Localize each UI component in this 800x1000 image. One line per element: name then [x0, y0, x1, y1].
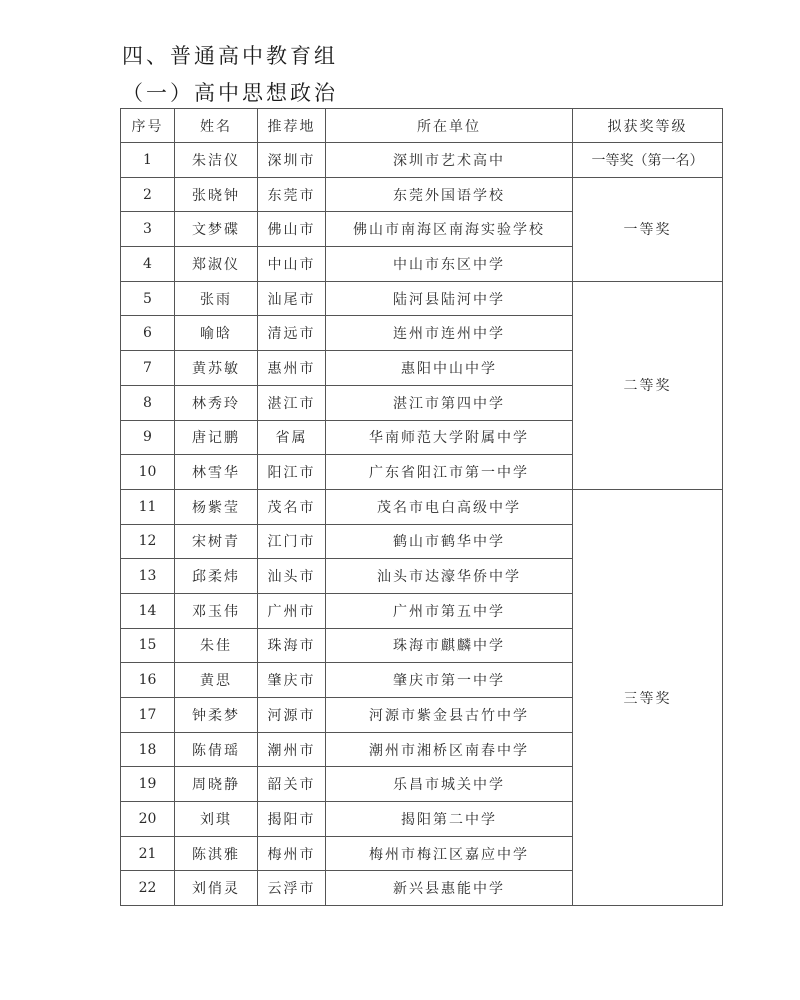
cell-place: 潮州市 [258, 732, 326, 767]
cell-place: 清远市 [258, 316, 326, 351]
cell-name: 黄苏敏 [175, 351, 258, 386]
cell-name: 黄思 [175, 663, 258, 698]
cell-no: 12 [121, 524, 175, 559]
cell-name: 朱佳 [175, 628, 258, 663]
cell-place: 韶关市 [258, 767, 326, 802]
cell-unit: 陆河县陆河中学 [326, 281, 573, 316]
cell-name: 周晓静 [175, 767, 258, 802]
cell-place: 汕尾市 [258, 281, 326, 316]
cell-place: 湛江市 [258, 385, 326, 420]
cell-name: 喻晗 [175, 316, 258, 351]
section-heading: 四、普通高中教育组 [122, 44, 338, 68]
cell-unit: 广东省阳江市第一中学 [326, 455, 573, 490]
cell-no: 19 [121, 767, 175, 802]
table-header-row [121, 109, 723, 143]
cell-unit: 连州市连州中学 [326, 316, 573, 351]
cell-place: 揭阳市 [258, 802, 326, 837]
cell-name: 郑淑仪 [175, 247, 258, 282]
cell-place: 河源市 [258, 698, 326, 733]
cell-no: 20 [121, 802, 175, 837]
cell-no: 7 [121, 351, 175, 386]
cell-no: 21 [121, 836, 175, 871]
cell-award: 一等奖 [573, 177, 723, 281]
cell-unit: 东莞外国语学校 [326, 177, 573, 212]
cell-unit: 深圳市艺术高中 [326, 143, 573, 178]
cell-no: 4 [121, 247, 175, 282]
col-header-unit: 所在单位 [326, 109, 573, 143]
cell-no: 9 [121, 420, 175, 455]
cell-no: 13 [121, 559, 175, 594]
cell-no: 1 [121, 143, 175, 178]
cell-name: 唐记鹏 [175, 420, 258, 455]
cell-place: 肇庆市 [258, 663, 326, 698]
cell-name: 邱柔炜 [175, 559, 258, 594]
cell-place: 梅州市 [258, 836, 326, 871]
cell-no: 2 [121, 177, 175, 212]
award-table [120, 108, 723, 906]
cell-name: 朱洁仪 [175, 143, 258, 178]
cell-place: 东莞市 [258, 177, 326, 212]
cell-place: 汕头市 [258, 559, 326, 594]
col-header-name: 姓名 [175, 109, 258, 143]
cell-place: 惠州市 [258, 351, 326, 386]
cell-unit: 湛江市第四中学 [326, 385, 573, 420]
cell-place: 江门市 [258, 524, 326, 559]
cell-name: 宋树青 [175, 524, 258, 559]
cell-no: 18 [121, 732, 175, 767]
cell-no: 14 [121, 593, 175, 628]
cell-award: 一等奖（第一名） [573, 143, 723, 178]
cell-name: 张雨 [175, 281, 258, 316]
cell-no: 10 [121, 455, 175, 490]
table-row [121, 281, 723, 316]
cell-no: 6 [121, 316, 175, 351]
cell-unit: 中山市东区中学 [326, 247, 573, 282]
table-row [121, 177, 723, 212]
cell-unit: 华南师范大学附属中学 [326, 420, 573, 455]
col-header-place: 推荐地 [258, 109, 326, 143]
cell-place: 茂名市 [258, 489, 326, 524]
cell-no: 16 [121, 663, 175, 698]
cell-name: 文梦碟 [175, 212, 258, 247]
cell-unit: 佛山市南海区南海实验学校 [326, 212, 573, 247]
cell-place: 中山市 [258, 247, 326, 282]
cell-name: 陈淇雅 [175, 836, 258, 871]
cell-unit: 汕头市达濠华侨中学 [326, 559, 573, 594]
col-header-no: 序号 [121, 109, 175, 143]
cell-unit: 潮州市湘桥区南春中学 [326, 732, 573, 767]
cell-unit: 肇庆市第一中学 [326, 663, 573, 698]
cell-place: 阳江市 [258, 455, 326, 490]
cell-unit: 新兴县惠能中学 [326, 871, 573, 906]
cell-award: 三等奖 [573, 489, 723, 905]
cell-unit: 乐昌市城关中学 [326, 767, 573, 802]
cell-place: 云浮市 [258, 871, 326, 906]
cell-unit: 鹤山市鹤华中学 [326, 524, 573, 559]
cell-no: 8 [121, 385, 175, 420]
cell-name: 刘俏灵 [175, 871, 258, 906]
cell-unit: 河源市紫金县古竹中学 [326, 698, 573, 733]
cell-name: 邓玉伟 [175, 593, 258, 628]
cell-no: 22 [121, 871, 175, 906]
cell-place: 珠海市 [258, 628, 326, 663]
cell-name: 杨紫莹 [175, 489, 258, 524]
cell-unit: 梅州市梅江区嘉应中学 [326, 836, 573, 871]
cell-name: 刘琪 [175, 802, 258, 837]
cell-no: 5 [121, 281, 175, 316]
cell-name: 钟柔梦 [175, 698, 258, 733]
subsection-heading: （一）高中思想政治 [122, 81, 338, 105]
cell-name: 陈倩瑶 [175, 732, 258, 767]
table-row [121, 143, 723, 178]
cell-no: 17 [121, 698, 175, 733]
cell-no: 15 [121, 628, 175, 663]
cell-unit: 珠海市麒麟中学 [326, 628, 573, 663]
cell-place: 省属 [258, 420, 326, 455]
cell-name: 林秀玲 [175, 385, 258, 420]
table-row [121, 489, 723, 524]
cell-no: 3 [121, 212, 175, 247]
cell-no: 11 [121, 489, 175, 524]
cell-unit: 广州市第五中学 [326, 593, 573, 628]
cell-place: 广州市 [258, 593, 326, 628]
cell-unit: 揭阳第二中学 [326, 802, 573, 837]
cell-award: 二等奖 [573, 281, 723, 489]
cell-name: 张晓钟 [175, 177, 258, 212]
cell-place: 佛山市 [258, 212, 326, 247]
col-header-award: 拟获奖等级 [573, 109, 723, 143]
cell-unit: 茂名市电白高级中学 [326, 489, 573, 524]
cell-name: 林雪华 [175, 455, 258, 490]
cell-unit: 惠阳中山中学 [326, 351, 573, 386]
cell-place: 深圳市 [258, 143, 326, 178]
